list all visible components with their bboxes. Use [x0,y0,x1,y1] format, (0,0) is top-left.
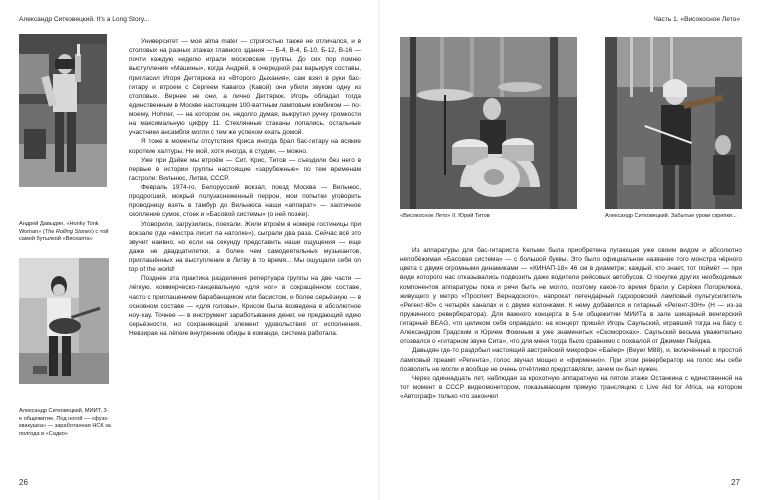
photo-sitkovetsky-violin [605,37,742,209]
paragraph: Из аппаратуры для бас-гитариста Кельми была приобретена пугающая уже своим видом и абсолютно непобёжимая «Басовая система» — с большой буквы. Это было официальное название того монстра чёрного цвета с двумя огромными динамиками — «КИНАП-18» 46 см в диаметре; каждый, кто знает, тот поймёт — при виде которого нас отказывались подвозить даже водители рейсовых автобусов. О покупке других необходимых компонентов аппаратуры пока и речи быть не могло, поэтому какое-то время брали у Серёжи Погорелюка, живущего у метро «Проспект Вернадского», напрокат легендарный гэдзоровский ламповый пультусилитель «Регент-60» с четырёх каналах и с двумя колонками. К нему добавился и гитарный «Регент-30Н» (Н — из-за пружинного ревербератора). Для важного концерта в 5-м общежитии МИИТа в зале шикарный венгерский гитарный BEAG, что целиком себя оправдало: на концерт пришёл Игорь Саульский, игравший тогда на басу с Александром Градским и Юрием Фокиным в уже знаменитых «Скоморохах». Саульский весьма уважительно отозвался о «гитарном звуке Сита», что для меня тогда было сравнимо с похвалой от Джимми Пейджа. [400,247,742,346]
paragraph: Уговорили, загрузились, поехали. Жили втроём в номере гостиницы при вокзале (где «вюстра лисит па натолке»), сыграли два раза. Сейчас всё это звучит наивно, но если на секунду представить наши ощущения — еще даже не двадцатилетки, а более чем самодеятельных музыкантов, приглашённых на выступление в Литву в то время... Мы ощущали себя on top of the world! [129,220,361,274]
page-number-left: 26 [19,478,28,487]
photo-left-caption: «Високосное Лето» II. Юрий Титов [400,213,490,219]
paragraph: Через одиннадцать лет, наблюдая за крохотную аппаратную на пятом этаже Останкина с единственной на тот момент в СССР видеомонитором, показывающим прямую трансляцию с Live Aid for Africa, на котором «Автограф» только что закончил [400,374,742,400]
running-head-left: Александр Ситковецкий. It's a Long Story... [19,16,150,23]
photo-bottom-caption: Александр Ситковецкий, МИИТ, 3-е общежитие. Под ногой — «фузз-квакушка» — заработанная НСК за полгода в «Садко» [19,408,111,437]
photo-top-caption: Андрей Давыдян. «Honky Tonk Woman» (The Rolling Stones) с той самой бутылкой «Вискаята» [19,221,109,243]
paragraph: Я тоже в моменты отсутствия Криса иногда брал бас-гитару на всякие короткие халтуры. Не мой, хотя иногда, в студии, — можно. [129,138,361,155]
running-head-right: Часть 1. «Високосное Лето» [653,16,740,23]
right-text-column [400,246,742,401]
paragraph: Давыдян где-то раздобыл настоящий австрийский микрофон «Байер» (Beyer M88), и, включённый в простой ламповый преамп «Регента», голос звучал мощно и «фирменно». При этом ревербератор на голос мы себе позволить не могли и вообще не очень отчётливо представляли, зачем он был нужен. [400,347,742,373]
page-number-right: 27 [731,478,740,487]
paragraph: Позднее эта практика разделения репертуара группы на две части — лёгкую, коммерческо-танцевальную «для ног» в сокращённом составе, часто с приглашением барабанщиком или басистом, и более серьёзную — в основном составе — «для головы», Крисом была возведена в абсолютное ноу-хау. Точнее — в инструмент заработывания денег, не предающий идею серьёзности, но сохраняющий элемент удовольствия от исполнения. Невзирая на лёгкие внутренние обиды в команде, система работала. [129,275,361,337]
photo-sitkovetsky-miit [19,258,109,384]
photo-titov-drums [400,37,577,209]
left-page [0,0,379,500]
photo-davydyan [19,34,107,187]
paragraph: Уже при Дэйве мы втроём — Сит, Крис, Титов — съездили без него в первые в истории группы настоящие «зарубежные» по тем временам гастроли: Вильнюс, Литва, СССР. [129,156,361,182]
photo-right-caption: Александр Ситковецкий. Забытые уроки скрипки... [605,213,737,219]
left-text-column [129,37,361,338]
paragraph: Университет — моя alma mater — строгостью также не отличался, и в столовых на разных этажах главного здания — Б-4, В-4, Б-10, Б-12, В-16 — почти каждую неделю играли московские группы. До сих пор помню выступление «Машины», когда Андрей, в очередной раз варьируя составы, пригласил Игоря Дегтярюка из «Второго Дыхания», сам взял в руки бас-гитару и втроем с Сергеем Кавагоэ (Кавой) они убили звуком одну из столовых. Вернее не они, а лично Дегтярюк. Игорь обладал тогда единственным в Москве настоящим 100-ваттным ламповым комбиком — по-моему, Hohner, — на котором он, недолго думая, выкрутил ручку громкости на максимальную цифру 11. Стеклянные стаканы лопались, остальные участники ансамбля могли с тем же успехом ехать домой. [129,38,361,137]
right-page [380,0,759,500]
paragraph: Февраль 1974-го, Белорусский вокзал, поезд Москва — Вильнюс, продрогший, мокрый полузаснеженный перрон, мои попытки уговорить проводницу взять в тамбур до Вильнюса наши «аппарат» — хаотичное скопление сумок, стоек и «Басовой системы» (о ней позже). [129,184,361,219]
